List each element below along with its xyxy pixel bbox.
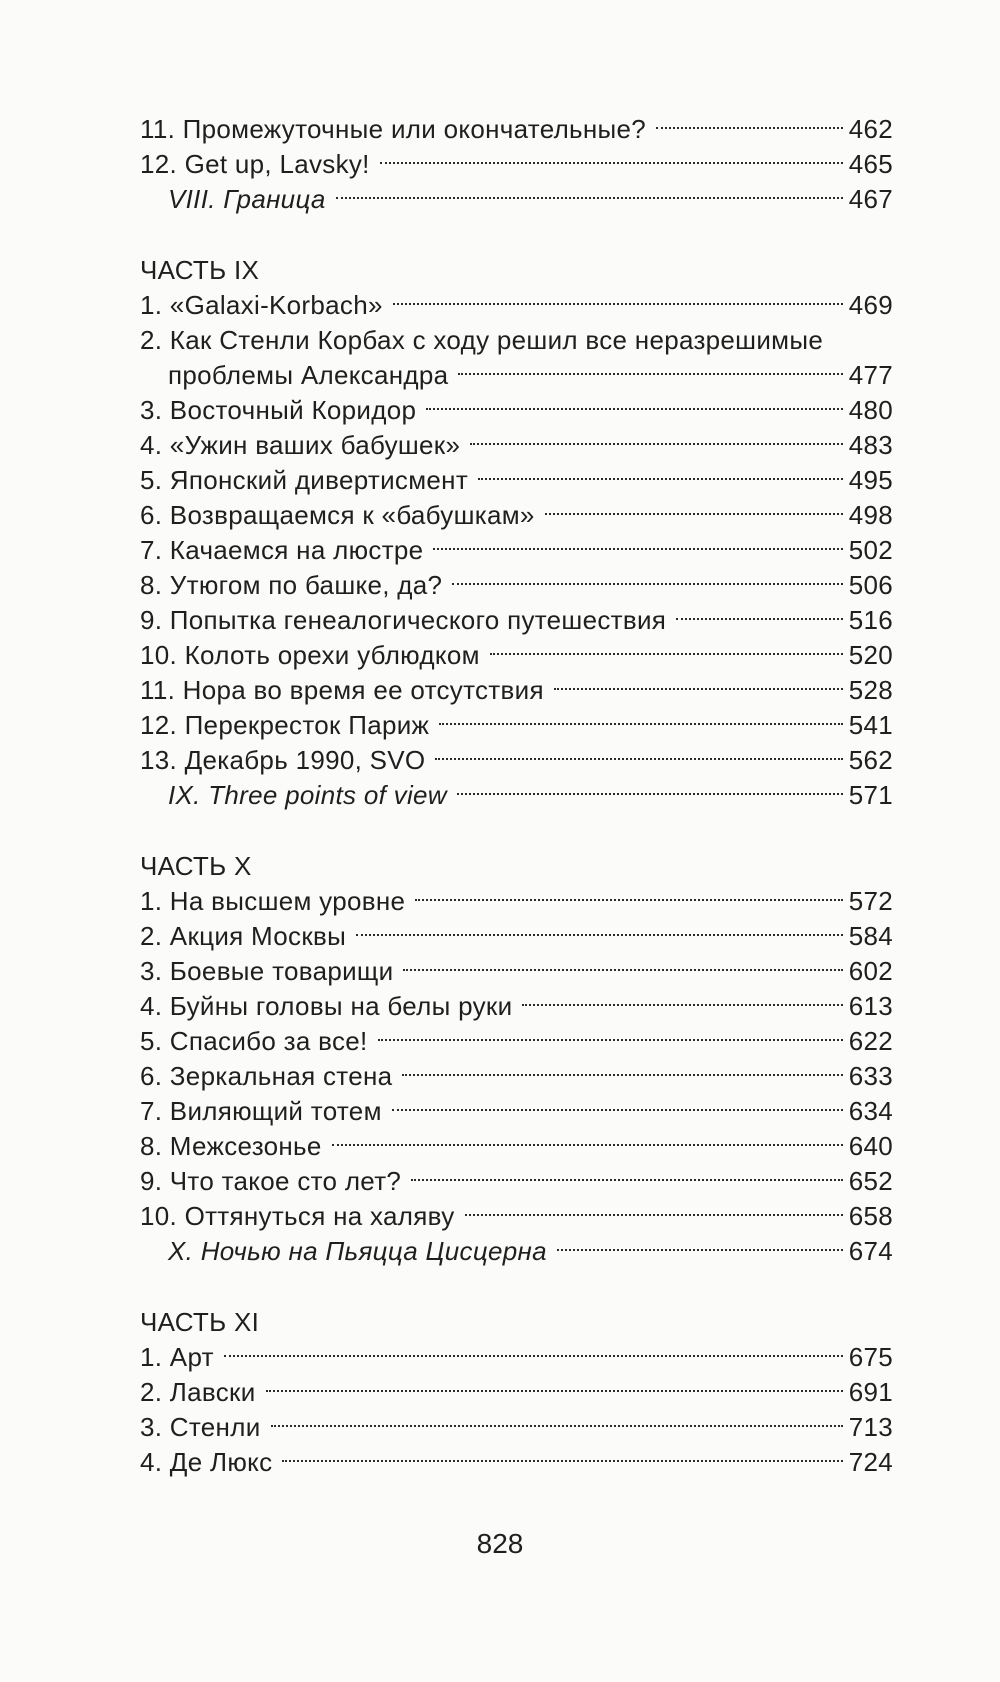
dot-leader [378, 1039, 843, 1041]
toc-entry-page: 613 [848, 991, 893, 1021]
dot-leader [435, 758, 842, 760]
toc-entry-title: X. Ночью на Пьяцца Цисцерна [168, 1236, 547, 1266]
toc-entry-page: 483 [848, 430, 893, 460]
toc-entry-page: 633 [848, 1061, 893, 1091]
toc-entry-title: VIII. Граница [168, 184, 326, 214]
toc-entry-title: 6. Возвращаемся к «бабушкам» [140, 500, 535, 530]
toc-entry-title: 8. Утюгом по башке, да? [140, 570, 443, 600]
toc-entry-page: 477 [848, 360, 893, 390]
toc-entry-title: 5. Японский дивертисмент [140, 465, 469, 495]
toc-entry-page: 462 [848, 114, 893, 144]
dot-leader [545, 513, 843, 515]
toc-entry [140, 919, 893, 954]
dot-leader [356, 934, 843, 936]
dot-leader [490, 653, 843, 655]
dot-leader [457, 793, 843, 795]
toc-entry-title: 3. Стенли [140, 1412, 261, 1442]
dot-leader [452, 583, 842, 585]
toc-entry-page: 495 [848, 465, 893, 495]
table-of-contents [140, 112, 893, 1480]
toc-entry [140, 463, 893, 498]
toc-entry-page: 528 [848, 675, 893, 705]
toc-entry-page: 520 [848, 640, 893, 670]
dot-leader [403, 969, 842, 971]
toc-entry-page: 541 [848, 710, 893, 740]
dot-leader [415, 899, 842, 901]
toc-entry-page: 675 [848, 1342, 893, 1372]
section-heading: ЧАСТЬ IX [140, 255, 260, 285]
toc-entry-page: 713 [848, 1412, 893, 1442]
dot-leader [426, 408, 842, 410]
toc-entry [140, 708, 893, 743]
toc-entry [140, 778, 893, 813]
toc-entry [140, 1059, 893, 1094]
toc-entry-page: 562 [848, 745, 893, 775]
dot-leader [478, 478, 843, 480]
toc-entry [140, 884, 893, 919]
dot-leader [224, 1355, 843, 1357]
toc-entry-title: 7. Виляющий тотем [140, 1096, 382, 1126]
dot-leader [465, 1214, 843, 1216]
toc-entry-title: 1. На высшем уровне [140, 886, 406, 916]
dot-leader [522, 1004, 842, 1006]
toc-entry [140, 428, 893, 463]
dot-leader [392, 1109, 843, 1111]
dot-leader [393, 303, 843, 305]
toc-entry-page: 602 [848, 956, 893, 986]
toc-entry [140, 182, 893, 217]
toc-entry-page: 498 [848, 500, 893, 530]
section-heading: ЧАСТЬ XI [140, 1307, 260, 1337]
toc-entry-title: 9. Что такое сто лет? [140, 1166, 402, 1196]
toc-entry-title: IX. Three points of view [168, 780, 447, 810]
toc-entry [140, 112, 893, 147]
dot-leader [332, 1144, 843, 1146]
dot-leader [656, 127, 843, 129]
dot-leader [271, 1425, 843, 1427]
toc-entry-page: 465 [848, 149, 893, 179]
toc-entry-page: 634 [848, 1096, 893, 1126]
toc-entry-page: 652 [848, 1166, 893, 1196]
toc-entry-page: 691 [848, 1377, 893, 1407]
section-heading: ЧАСТЬ X [140, 851, 252, 881]
dot-leader [282, 1460, 842, 1462]
toc-entry [140, 568, 893, 603]
toc-entry-page: 572 [848, 886, 893, 916]
toc-entry [140, 1164, 893, 1199]
toc-entry-title-continuation: проблемы Александра [168, 360, 449, 390]
toc-entry-title: 4. Буйны головы на белы руки [140, 991, 513, 1021]
toc-entry [140, 288, 893, 323]
toc-entry [140, 533, 893, 568]
dot-leader [470, 443, 842, 445]
toc-entry-page: 506 [848, 570, 893, 600]
toc-entry [140, 1234, 893, 1269]
toc-entry [140, 393, 893, 428]
toc-entry [140, 1340, 893, 1375]
dot-leader [336, 197, 843, 199]
toc-entry-page: 480 [848, 395, 893, 425]
dot-leader [433, 548, 842, 550]
page-number: 828 [476, 1528, 524, 1559]
toc-entry-title: 12. Get up, Lavsky! [140, 149, 370, 179]
toc-entry [140, 1410, 893, 1445]
toc-entry-title: 10. Оттянуться на халяву [140, 1201, 455, 1231]
toc-entry [140, 989, 893, 1024]
toc-entry-title: 1. Арт [140, 1342, 214, 1372]
toc-entry [140, 1024, 893, 1059]
toc-entry [140, 498, 893, 533]
toc-entry-title: 1. «Galaxi-Korbach» [140, 290, 383, 320]
toc-entry [140, 638, 893, 673]
toc-entry-title: 11. Промежуточные или окончательные? [140, 114, 647, 144]
toc-entry-title: 7. Качаемся на люстре [140, 535, 424, 565]
dot-leader [554, 688, 843, 690]
toc-entry [140, 954, 893, 989]
toc-entry-page: 584 [848, 921, 893, 951]
toc-entry-title: 2. Лавски [140, 1377, 256, 1407]
toc-entry-title: 13. Декабрь 1990, SVO [140, 745, 426, 775]
toc-entry-title: 3. Восточный Коридор [140, 395, 417, 425]
toc-entry-title: 4. Де Люкс [140, 1447, 273, 1477]
toc-entry [140, 1199, 893, 1234]
toc-entry-title: 2. Как Стенли Корбах с ходу решил все неразрешимые [140, 325, 824, 355]
toc-entry-page: 469 [848, 290, 893, 320]
toc-entry-page: 674 [848, 1236, 893, 1266]
dot-leader [380, 162, 843, 164]
dot-leader [676, 618, 843, 620]
toc-entry-page: 724 [848, 1447, 893, 1477]
toc-entry-page: 658 [848, 1201, 893, 1231]
toc-entry-page: 467 [848, 184, 893, 214]
dot-leader [266, 1390, 843, 1392]
dot-leader [439, 723, 842, 725]
toc-entry-title: 2. Акция Москвы [140, 921, 347, 951]
toc-entry [140, 743, 893, 778]
toc-entry-title: 8. Межсезонье [140, 1131, 322, 1161]
toc-entry-title: 9. Попытка генеалогического путешествия [140, 605, 667, 635]
toc-entry-page: 571 [848, 780, 893, 810]
toc-entry-title: 11. Нора во время ее отсутствия [140, 675, 544, 705]
toc-entry-title: 6. Зеркальная стена [140, 1061, 393, 1091]
toc-entry-page: 502 [848, 535, 893, 565]
dot-leader [411, 1179, 843, 1181]
toc-entry-title: 10. Колоть орехи ублюдком [140, 640, 480, 670]
toc-entry [140, 673, 893, 708]
toc-entry [140, 147, 893, 182]
toc-entry [140, 1094, 893, 1129]
dot-leader [402, 1074, 842, 1076]
toc-entry-page: 622 [848, 1026, 893, 1056]
toc-entry-title: 3. Боевые товарищи [140, 956, 394, 986]
toc-entry [140, 1375, 893, 1410]
toc-entry-page: 640 [848, 1131, 893, 1161]
toc-entry-title: 5. Спасибо за все! [140, 1026, 368, 1056]
dot-leader [458, 373, 842, 375]
toc-entry [140, 1445, 893, 1480]
toc-entry-title: 12. Перекресток Париж [140, 710, 430, 740]
toc-entry-title: 4. «Ужин ваших бабушек» [140, 430, 461, 460]
toc-entry-page: 516 [848, 605, 893, 635]
dot-leader [557, 1249, 843, 1251]
toc-entry [140, 323, 893, 393]
toc-entry [140, 1129, 893, 1164]
toc-entry [140, 603, 893, 638]
